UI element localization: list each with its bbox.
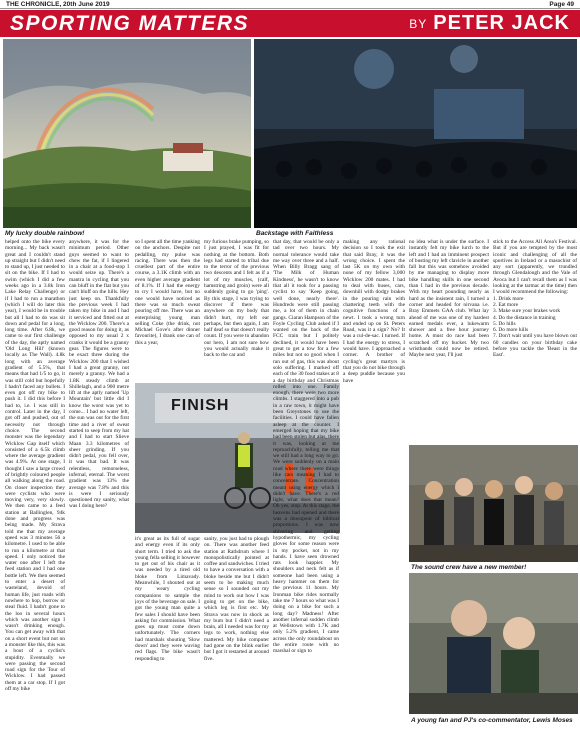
article-text: helped onto the bike every morning... My back wasn't great and I couldn't stand up straight but I didn't need to stand up, I just needed to sit on the bike. If I had to swim (which I did a few weeks ago in a 3.8k Iron Lake Relay Challenge) or if I had to run a marathon (which I will do later this year), I would be in trouble but all I had to do was sit down and pedal for a long, long time. After 6.8k, we came to our first challenge of the day, the aptly named 'Old Long Hill' (known locally as The Wall). 4.8k long with an average gradient of 5.5%, that means that had 1/5 to go, it was still cold but hopefully I hadn't faced any bullets. I even got off my bike to push it. I did this before I had to, i.e. I was still in control. Later in the day, I got off and pushed, out of necessity not through choice. The second monster was the legendary Wicklow Gap itself which consisted of a 6.5k climb where the average gradient was 4.9%. At one stage, I thought I saw a large crowd of brightly coloured people all walking along the road. On closer inspection they were cyclists who were moving very, very slowly. We then came to a feed station at Ballinglen, 94k done and progress was being made. My Strava told me that my average speed was 3 minutes 56 a kilometre. I used to be able to run a kilometre at that speed. I only noticed the water one after I left the feed station and I had one bottle left. We then seemed to enter a desert of wasteland, devoid of human life, just roads with nowhere to hop, borrow or steal fluid. I hadn't gone to the loo in several hours which was another sign I wasn't drinking enough. You can get away with that on a short event but not on a monster like this, this was a bout of a cyclist's stupidity. Eventually we were passing the second road sign for the Tour of Wicklow. I had passed them at a car stop. If I got off my bike [5, 239, 65, 693]
caption-backstage: Backstage with Faithless [256, 230, 334, 237]
article-text: making any rational decision so I took the exit that said Bray, it was the wrong choice. I spent the last 5K on my own with none of my fellow 3,000 Wicklow 200 mates. I had to deal with buses, cars, downhill with dodgy brakes in the pouring rain with chattering teeth with the cognitive functions of a newt. I took a wrong turn and ended up on St. Peters Road, was it a sign? No? It was a cul-de-sac. I turned. If I had the energy to stress, I would have. I approached a corner. A brother of cycling's great martyrs is that you do not bike through a deep puddle because you have [343, 239, 405, 384]
byline-by: BY [409, 16, 428, 31]
article-col-1 [5, 239, 65, 735]
article-text: no idea what is under the surface. I instantly felt my bike lurch to the left and I had an imminent prospect of busting my left clavicle in another fall but this was somehow avoided by me managing to display more bike handling skills in one second than I had in the previous decade. With my heart pounding nearly as hard as the insistent rain, I turned a corner and headed for nirvana i.e. Bray Emmets GAA club. What lay ahead of me was one of my hardest earned medals ever, a lukewarm shower and a free hour journey home. A must do race had been scratched off my bucket. My two wristbands could now be retired. Maybe next year, I'll just [409, 239, 489, 359]
tip-item: 5. Do hills [493, 320, 516, 327]
page-number: Page 49 [549, 0, 574, 8]
tip-item: 1. Drink more [493, 295, 524, 302]
backstage-photo [254, 39, 577, 228]
tip-item: 3. Make sure your brakes work [493, 308, 561, 315]
family-photo [409, 573, 578, 714]
article-text: stick to the Access All Area's Festival. But if you are tempted by the most iconic and challenging of all the sportives in Ireland or a masochist of any sort (apparently, we trundled through Glendalough and the Vale of Avoca but I can't recall them as I was looking at the tarmac at the time) then I would recommend the following: [493, 239, 577, 296]
article-text: that day, that would be only a tad over two hours. My normal tolerance would take me way over three and a half. When Billy Bragg sang of 'The Milk of Human Kindness', he wasn't to know that all it took for a passing cyclist to say 'Keep going, well done, nearly there'. Hundreds were still passing me, a lot of them in chain gangs. Ciaran Hampson of the Foyle Cycling Club asked if I wanted on the back of the FCC train but I politely declined, it would have been great to get a tow for a few miles but not so good when I ran out of gas, this was about solo suffering. I marked off each of the 30 food stakes at 8 a day birthday and Christmas rolled into one. Family enough, there were two more climbs. I staggered into a pub in a raw town, it might have been Greystones to use the facilities. I could have fallen asleep at the counter. I emerged hoping that my bike had been stolen but alas, there it was, looking at me reproachfully, telling me that we still had a long way to go. We were suddenly on a main road where there were things like cars meaning I had to concentrate. Concentration meant using energy which I didn't have. There's a red light, what does that mean? Oh yes, stop. At this stage, the heavens had opened and there was a downpour of biblical proportions. I was now shivering and getting hypothermic, my cycling gloves for some reason were in my pocket, not in my hands. I have seen drowned rats look happier. My shoulders and neck felt as if someone had been using a heavy hammer on them for the previous 11 hours. My Ironman bike rides normally take me 7 hours so what was I doing on a bike for such a long day? Madness! After another infernal sudden climb at Wellstown with 1.7K and only 5.2% gradient, I came across the only roundabout on the entire route with no marshal or sign to [273, 239, 339, 655]
article-text: anywhere, it was for the minimum period. Other guys seemed to want to chew the fat, if I lingered in a chair at a food-stop I would seize up. There's a mantra in cycling that you can bluff in the flat but you can't bluff on the hills. Hey just keep on. Thankfully the previous week I had taken my bike in and I had it serviced and fitted out at the Wicklow 200. There's a good reason for doing it, as opposed to my usual 2 x cranks it would be a granny gear. The figures were to be exact three during the Wicklow 200 that I wished I had a great granny, not merely a granny. We had a 1.8K steady climb at Shillelagh, and a 900 metre lift at the aptly named 'Up Mountain' but little did I know the worst was yet to come... I had no water left, the sun was out for the first time and a river of sweat started to seep from my hat and I had to start Slieve Maan 3.3 kilometres of sheer grinding. If you didn't pedal, you fell over, it was that bad. It was relentless, remorseless, infernal, eternal. The worst gradient was 13% the average was 7.8% and this is were I seriously questioned my sanity, what was I doing here? [69, 239, 129, 510]
caption-crew: The sound crew have a new member! [411, 564, 527, 571]
tips-list [493, 296, 577, 359]
crew-scene [409, 445, 578, 562]
article-col-4 [204, 239, 269, 381]
section-banner [0, 10, 580, 37]
article-col-5b [204, 536, 269, 735]
family-scene [409, 573, 578, 714]
tip-item: 2. Eat more [493, 301, 518, 308]
article-col-3 [135, 239, 200, 381]
tip-item: 7. Don't wait until you have blown out 60 candles on your birthday cake before you tackle the 'Beast in the East'. [493, 333, 577, 359]
caption-family: A young fan and PJ's co-commentator, Lewis Moses [411, 717, 573, 724]
sound-crew-photo [409, 445, 578, 562]
article-col-8 [409, 239, 489, 443]
article-text: sanity, you just had to plough on. There was another feed station at Rathdrum where I monopolistically pointed at coffee and sandwiches. I tried to have a conversation with a bloke beside me but I didn't seem to be making much sense so I sounded out my mind to work out how I was going to get on the bike, which leg is first etc. My Strava was now in shock as my bum but I didn't need a brain, all I needed was for my legs to work, nothing else mattered. My bike computer had gone on the blink earlier but I got it restarted at around five. [204, 536, 269, 662]
article-col-5 [135, 536, 200, 735]
article-text: my furious brake pumping, so I just prayed, I was fit for nothing at the bottom. Both legs had started to tribal due to the terror of the previous two descents and I felt as if a lot of my muscles, (calf, hamstring and groin) were all suddenly going to go 'ping'. By this stage, I was trying to discover if there was anywhere on my body that didn't hurt, my left ear perhaps, but then again, I am half deaf so that doesn't really count. If you were to abandon our hero, I am not sure how you would actually make it back to the car and [204, 239, 269, 359]
caption-rainbow: My lucky double rainbow! [5, 230, 85, 237]
tip-item: 6. Do more hills [493, 327, 529, 334]
finish-banner: FINISH [171, 397, 230, 414]
page-header [0, 0, 580, 9]
article-col-6 [273, 239, 339, 735]
byline-author: PETER JACK [433, 12, 570, 34]
article-col-7 [343, 239, 405, 735]
concert-scene [254, 39, 577, 228]
section-title: SPORTING MATTERS [10, 11, 250, 35]
rainbow-photo [3, 39, 251, 228]
byline [409, 12, 570, 35]
article-text: so I spent all the time yanking on the anchors. Despite not pedalling, my pulse was racing. There was then the cruellest part of the entire course, a 3.1K climb with an even higher average gradient of 8.1%. If I had the energy to cry I would have, but no one would have noticed as there was so much sweat pouring off me. There was an enterprising young man selling Coke (the drink, not Michael Gove's after dinner favourite), I drank one can of this a year, [135, 239, 200, 346]
rainbow-scene [3, 39, 251, 228]
article-col-2 [69, 239, 129, 735]
article-col-9 [493, 239, 577, 443]
article-text: it's great as its full of sugar and energy even if its only short term. I tried to ask the young fella selling it however to get out of his chair as it was needed by a tired old bloke from Limavady. Meanwhile, I shouted out at my weary cycling companions to sample the joys of the beverage on sale. I got the young man quite a few sales I should have been asking for commission. What goes up must come down unfortunately. The corners had marshals shouting 'Slow down' and they were waving red flags. The bike wasn't responding to [135, 536, 200, 662]
tip-item: 4. Do the distance in training [493, 314, 556, 321]
paper-date: THE CHRONICLE, 20th June 2019 [6, 0, 110, 8]
